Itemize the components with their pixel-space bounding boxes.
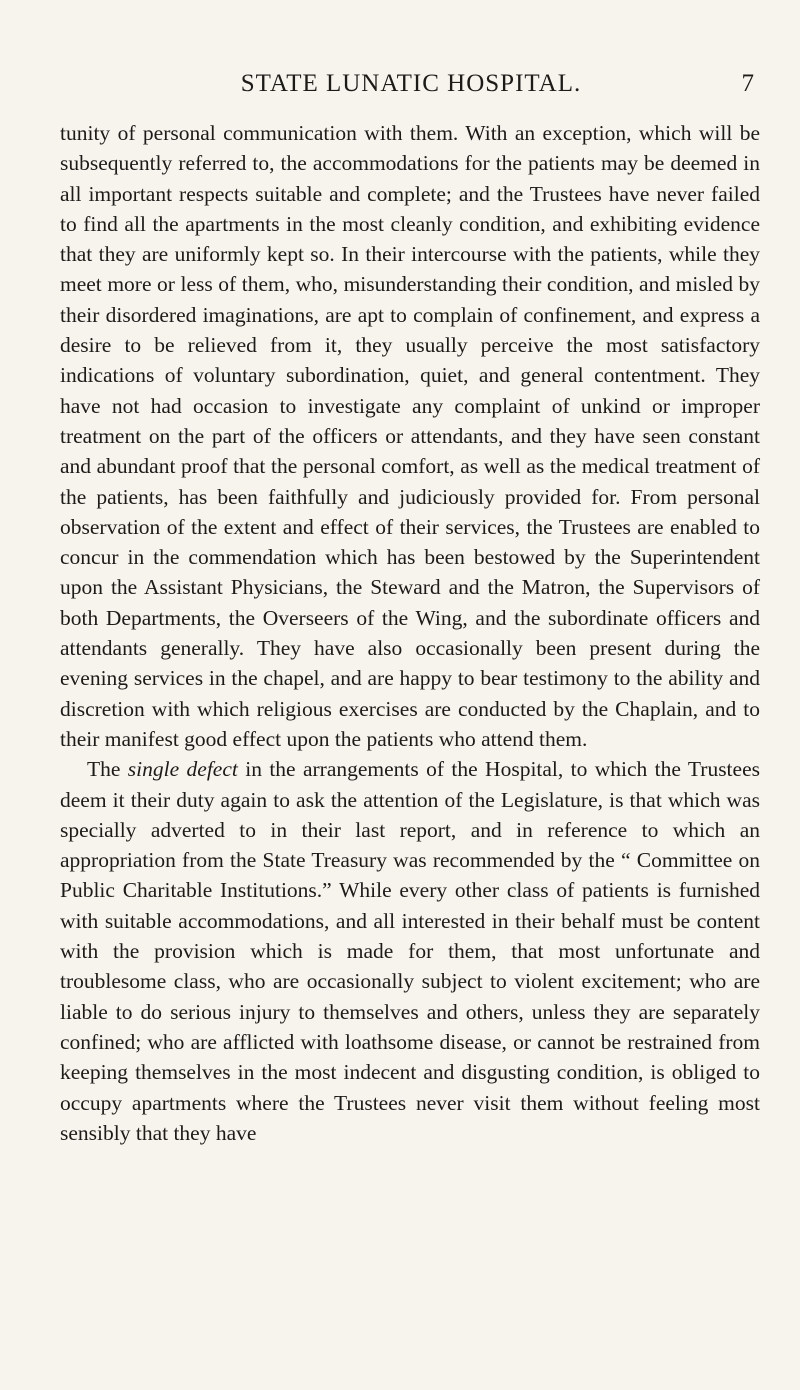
paragraph-2-start: The xyxy=(87,757,128,782)
body-text xyxy=(60,118,760,1148)
paragraph-1: tunity of personal communication with them. With an exception, which will be subsequently referred to, the accommodations for the patients may be deemed in all important respects suitable and complete; and the Trustees have never failed to find all the apartments in the most cleanly condition, and exhibiting evidence that they are uniformly kept so. In their intercourse with the patients, while they meet more or less of them, who, misunderstanding their condition, and misled by their disordered imaginations, are apt to complain of confinement, and express a desire to be relieved from it, they usually perceive the most satisfactory indications of voluntary subordination, quiet, and general contentment. They have not had occasion to investigate any complaint of unkind or improper treatment on the part of the officers or attendants, and they have seen constant and abundant proof that the personal comfort, as well as the medical treatment of the patients, has been faithfully and judiciously provided for. From personal observation of the extent and effect of their services, the Trustees are enabled to concur in the commendation which has been bestowed by the Superintendent upon the Assistant Physicians, the Steward and the Matron, the Supervisors of both Departments, the Overseers of the Wing, and the subordinate officers and attendants generally. They have also occasionally been present during the evening services in the chapel, and are happy to bear testimony to the ability and discretion with which religious exercises are conducted by the Chaplain, and to their manifest good effect upon the patients who attend them. xyxy=(60,121,760,751)
page-number: 7 xyxy=(741,70,754,97)
paragraph-2 xyxy=(60,754,760,1148)
running-header xyxy=(60,66,762,102)
paragraph-2-rest: in the arrangements of the Hospital, to which the Trustees deem it their duty again to ask the attention of the Legislature, is that which was specially adverted to in their last report, and in reference to which an appropriation from the State Treasury was recommended by the “ Committee on Public Charitable Institutions.” While every other class of patients is furnished with suitable accommodations, and all interested in their behalf must be content with the provision which is made for them, that most unfortunate and troublesome class, who are occasionally subject to violent excitement; who are liable to do serious injury to themselves and others, unless they are separately confined; who are afflicted with loathsome disease, or cannot be restrained from keeping themselves in the most indecent and disgusting condition, is obliged to occupy apartments where the Trustees never visit them without feeling most sensibly that they have xyxy=(60,757,760,1145)
running-title: STATE LUNATIC HOSPITAL. xyxy=(240,70,582,97)
emphasis-single-defect: single defect xyxy=(127,757,238,782)
